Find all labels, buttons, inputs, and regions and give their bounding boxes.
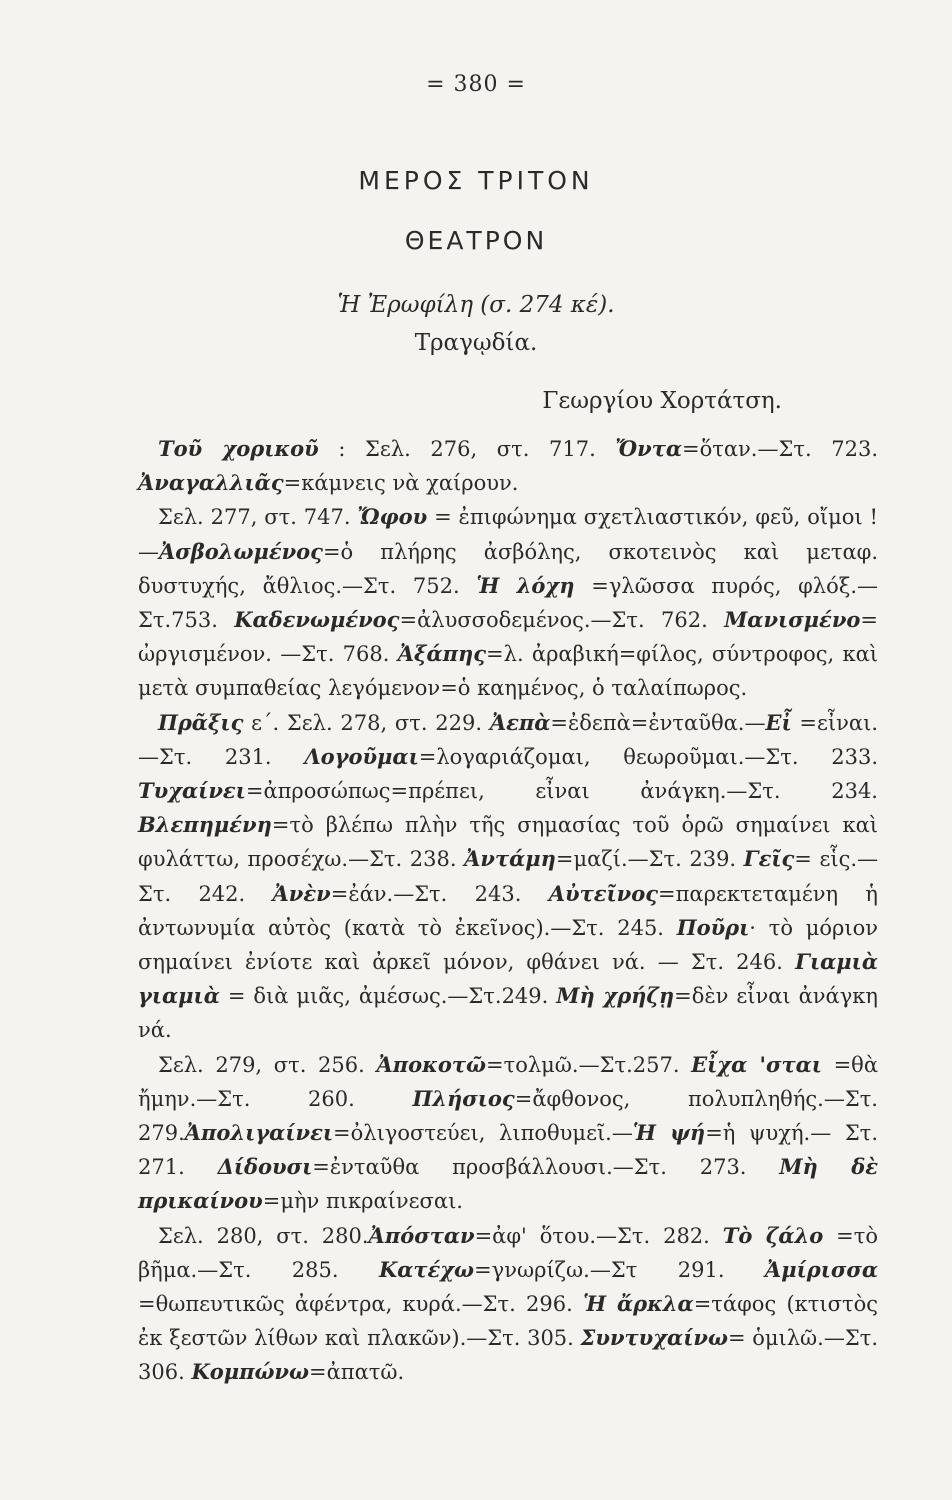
glossary-text: =γνωρίζω.—Στ 291.	[474, 1257, 765, 1282]
glossary-text: = ὁμιλῶ.—Στ. 306.	[138, 1326, 879, 1385]
glossary-text: =ἡ ψυχή.— Στ. 271.	[138, 1121, 879, 1180]
glossary-term: Λογοῦμαι	[304, 743, 419, 769]
glossary-paragraph	[138, 500, 878, 705]
glossary-text: =δὲν εἶναι ἀνάγκη νά.	[138, 984, 878, 1043]
glossary-term: Κατέχω	[378, 1256, 475, 1282]
glossary-paragraph	[138, 1048, 878, 1219]
glossary-text: =ὁ πλήρης ἀσβόλης, σκοτεινὸς καὶ μεταφ. δυστυχής, ἄθλιος.—Στ. 752.	[138, 539, 878, 598]
work-author: Γεωργίου Χορτάτση.	[542, 388, 782, 414]
glossary-term: Μανισμένο	[724, 607, 861, 633]
glossary-term: Τοῦ χορικοῦ	[158, 436, 319, 461]
glossary-text: =ἐάν.—Στ. 243.	[330, 881, 549, 906]
glossary-text: =λογαριάζομαι, θεωροῦμαι.—Στ. 233.	[418, 744, 878, 769]
glossary-term: Δίδουσι	[217, 1154, 313, 1180]
glossary-text: =ἀλυσσοδεμένος.—Στ. 762.	[399, 608, 725, 633]
glossary-text: =ἄφθονος, πολυπληθής.—Στ. 279.	[138, 1086, 878, 1146]
glossary-text: =ἀφ' ὅτου.—Στ. 282.	[474, 1223, 723, 1248]
glossary-paragraph	[138, 432, 878, 500]
glossary-paragraph	[138, 1219, 878, 1390]
section-title: ΘΕΑΤΡΟΝ	[404, 226, 548, 255]
glossary-term: Τὸ ζάλο	[722, 1222, 824, 1248]
part-title: ΜΕΡΟΣ ΤΡΙΤΟΝ	[358, 166, 594, 195]
glossary-term: Ἡ ψή	[632, 1120, 706, 1146]
glossary-text: =θὰ ἤμην.—Στ. 260.	[138, 1052, 878, 1111]
glossary-term: Ἀνὲν	[272, 880, 331, 906]
glossary-text: Σελ. 277, στ. 747.	[158, 505, 358, 530]
glossary-text: ε΄. Σελ. 278, στ. 229.	[243, 710, 490, 735]
glossary-term: Κομπώνω	[191, 1359, 309, 1385]
glossary-text: = ἐπιφώνημα σχετλιαστικόν, φεῦ, οἴμοι !—	[138, 505, 878, 564]
glossary-term: Καδενωμένος	[234, 607, 400, 633]
glossary-text: =τὸ βῆμα.—Στ. 285.	[138, 1223, 878, 1282]
glossary-term: Βλεπημένη	[138, 812, 272, 838]
glossary-text: =λ. ἀραβική=φίλος, σύντροφος, καὶ μετὰ συμπαθείας λεγόμενον=ὁ καημένος, ὁ ταλαίπωρος.	[138, 642, 878, 701]
glossary-paragraph	[138, 706, 878, 1048]
glossary-text: =μαζί.—Στ. 239.	[555, 847, 744, 872]
glossary-term: Ἀναγαλλιᾶς	[138, 470, 284, 496]
glossary-term: Ἀντάμη	[464, 846, 556, 872]
glossary-term: Ἀεπὰ	[489, 709, 551, 735]
glossary-text: Σελ. 279, στ. 256.	[158, 1052, 377, 1077]
glossary-text: = εἷς.—Στ. 242.	[138, 847, 879, 906]
page-number: = 380 =	[426, 72, 526, 97]
work-genre: Τραγῳδία.	[414, 330, 538, 356]
glossary-text: =ἀπροσώπως=πρέπει, εἶναι ἀνάγκη.—Στ. 234.	[245, 779, 878, 804]
glossary-body	[138, 432, 878, 1390]
glossary-text: =ὀλιγοστεύει, λιποθυμεῖ.—	[333, 1121, 633, 1146]
glossary-term: Εἶχα 'σται	[691, 1051, 822, 1077]
glossary-text: =τὸ βλέπω πλὴν τῆς σημασίας τοῦ ὁρῶ σημαίνει καὶ φυλάττω, προσέχω.—Στ. 238.	[138, 813, 878, 872]
glossary-text: =γλῶσσα πυρός, φλόξ.— Στ.753.	[138, 573, 879, 633]
glossary-term: Γεῖς	[743, 846, 795, 872]
glossary-text: =μὴν πικραίνεσαι.	[262, 1189, 463, 1214]
glossary-text: =ὅταν.—Στ. 723.	[682, 437, 878, 461]
glossary-term: Μὴ δὲ πρικαίνου	[138, 1154, 878, 1214]
glossary-text: =ἐνταῦθα προσβάλλουσι.—Στ. 273.	[312, 1155, 780, 1180]
glossary-term: Γιαμιὰ γιαμιὰ	[138, 949, 878, 1009]
glossary-term: Τυχαίνει	[138, 778, 246, 804]
glossary-term: Ὤφου	[357, 504, 428, 530]
glossary-term: Συντυχαίνω	[580, 1325, 728, 1351]
glossary-term: Ὄντα	[615, 436, 682, 461]
glossary-term: Μὴ χρήζῃ	[556, 983, 675, 1009]
glossary-term: Ἡ λόχη	[476, 572, 575, 598]
glossary-text: =θωπευτικῶς ἀφέντρα, κυρά.—Στ. 296.	[138, 1292, 584, 1317]
glossary-text: Σελ. 280, στ. 280.	[158, 1223, 369, 1248]
glossary-term: Ἡ ἄρκλα	[583, 1291, 694, 1317]
glossary-term: Ἀξάπης	[397, 641, 487, 667]
glossary-term: Ἀπόσταν	[368, 1222, 475, 1248]
glossary-term: Ἀσβολωμένος	[159, 538, 323, 564]
glossary-text: =τολμῶ.—Στ.257.	[485, 1052, 692, 1077]
glossary-text: : Σελ. 276, στ. 717.	[318, 437, 616, 461]
glossary-term: Αὐτεῖνος	[548, 880, 659, 906]
glossary-text: =εἶναι.—Στ. 231.	[138, 710, 878, 769]
glossary-term: Ἀμίρισσα	[764, 1256, 878, 1282]
work-title: Ἡ Ἐρωφίλη (σ. 274 κέ).	[337, 292, 615, 318]
glossary-text: =παρεκτεταμένη ἡ ἀντωνυμία αὐτὸς (κατὰ τὸ ἐκεῖνος).—Στ. 245.	[138, 881, 879, 940]
glossary-term: Ἀπολιγαίνει	[184, 1120, 334, 1146]
glossary-text: = διὰ μιᾶς, ἀμέσως.—Στ.249.	[219, 984, 557, 1009]
glossary-text: =ἐδεπὰ=ἐνταῦθα.—	[550, 710, 766, 735]
glossary-term: Ἀποκοτῶ	[376, 1051, 486, 1077]
glossary-term: Πρᾶξις	[158, 709, 244, 735]
glossary-text: =ἀπατῶ.	[309, 1360, 405, 1385]
glossary-text: =κάμνεις νὰ χαίρουν.	[283, 471, 519, 496]
glossary-text: =τάφος (κτιστὸς ἐκ ξεστῶν λίθων καὶ πλακῶν).—Στ. 305.	[138, 1292, 878, 1351]
glossary-text: = ὠργισμένον. —Στ. 768.	[138, 608, 879, 667]
glossary-term: Πλήσιος	[412, 1085, 515, 1111]
glossary-term: Εἶ	[765, 709, 792, 735]
glossary-term: Ποῦρι	[676, 914, 750, 940]
glossary-text: · τὸ μόριον σημαίνει ἐνίοτε καὶ ἀρκεῖ μόνον, φθάνει νά. — Στ. 246.	[138, 915, 878, 975]
